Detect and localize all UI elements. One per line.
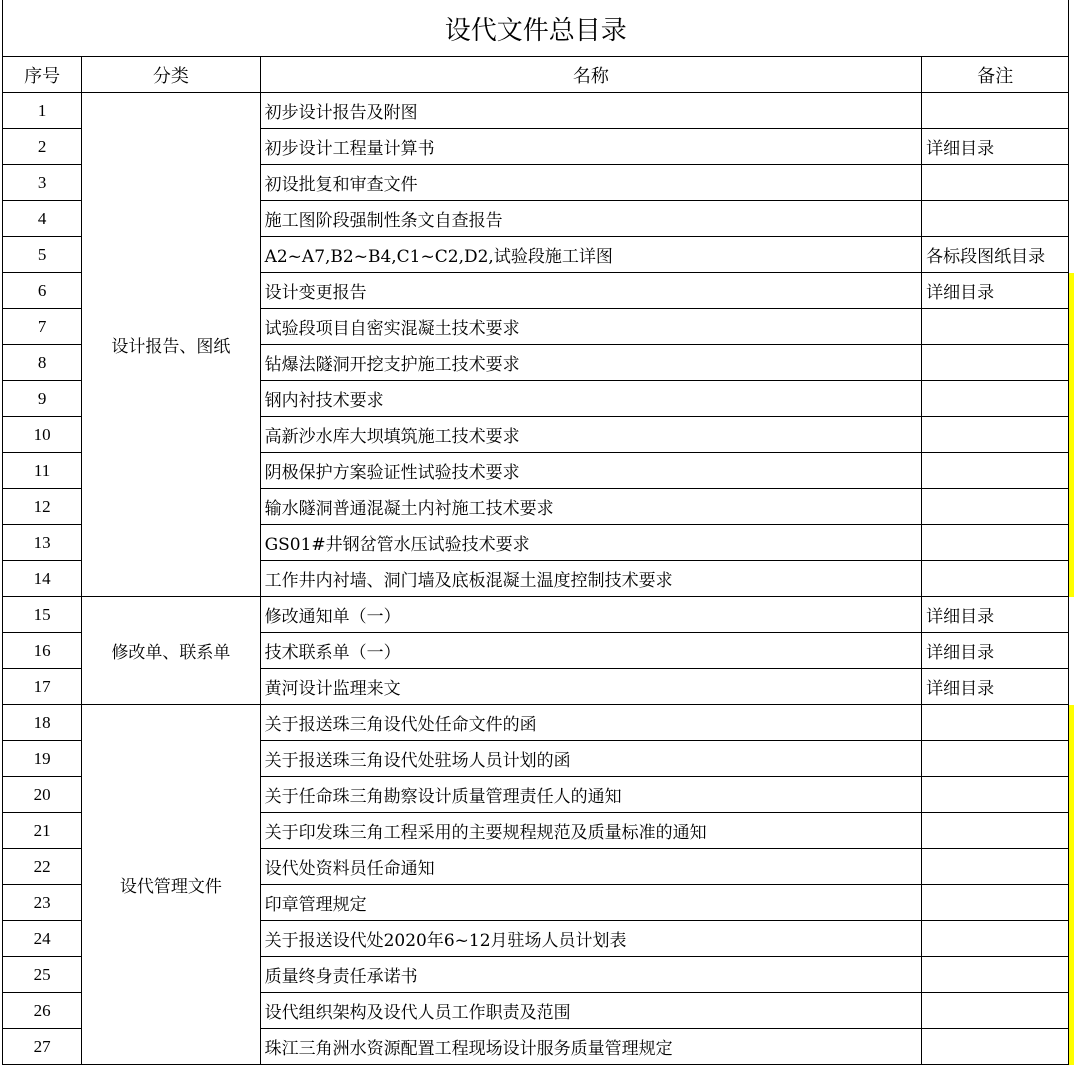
highlight-strip — [1069, 597, 1074, 633]
row-number: 6 — [3, 273, 82, 309]
note-cell — [922, 345, 1069, 381]
document-name: 关于报送珠三角设代处任命文件的函 — [260, 705, 922, 741]
highlight-strip — [1069, 957, 1074, 993]
row-number: 21 — [3, 813, 82, 849]
title-row — [3, 0, 1074, 57]
header-row — [3, 57, 1074, 93]
highlight-strip — [1069, 741, 1074, 777]
document-name: 关于报送珠三角设代处驻场人员计划的函 — [260, 741, 922, 777]
header-no: 序号 — [3, 57, 82, 93]
document-name: 初步设计工程量计算书 — [260, 129, 922, 165]
note-cell: 各标段图纸目录 — [922, 237, 1069, 273]
note-cell: 详细目录 — [922, 633, 1069, 669]
highlight-strip — [1069, 381, 1074, 417]
row-number: 15 — [3, 597, 82, 633]
catalog-table — [2, 0, 1074, 1065]
note-cell: 详细目录 — [922, 273, 1069, 309]
row-number: 5 — [3, 237, 82, 273]
row-number: 25 — [3, 957, 82, 993]
note-cell — [922, 489, 1069, 525]
highlight-strip — [1069, 165, 1074, 201]
document-name: 高新沙水库大坝填筑施工技术要求 — [260, 417, 922, 453]
note-cell — [922, 165, 1069, 201]
highlight-strip — [1069, 921, 1074, 957]
highlight-strip — [1069, 1029, 1074, 1065]
document-name: 初设批复和审查文件 — [260, 165, 922, 201]
highlight-strip — [1069, 777, 1074, 813]
row-number: 23 — [3, 885, 82, 921]
table-row — [3, 597, 1074, 633]
highlight-strip — [1069, 633, 1074, 669]
row-number: 24 — [3, 921, 82, 957]
highlight-strip — [1069, 669, 1074, 705]
note-cell: 详细目录 — [922, 129, 1069, 165]
row-number: 11 — [3, 453, 82, 489]
row-number: 18 — [3, 705, 82, 741]
note-cell — [922, 453, 1069, 489]
highlight-strip — [1069, 525, 1074, 561]
highlight-strip — [1069, 813, 1074, 849]
highlight-strip — [1069, 309, 1074, 345]
header-category: 分类 — [82, 57, 260, 93]
document-name: 技术联系单（一） — [260, 633, 922, 669]
note-cell — [922, 921, 1069, 957]
row-number: 17 — [3, 669, 82, 705]
document-name: 施工图阶段强制性条文自查报告 — [260, 201, 922, 237]
note-cell: 详细目录 — [922, 669, 1069, 705]
note-cell — [922, 309, 1069, 345]
document-name: 黄河设计监理来文 — [260, 669, 922, 705]
note-cell — [922, 93, 1069, 129]
document-name: 输水隧洞普通混凝土内衬施工技术要求 — [260, 489, 922, 525]
row-number: 14 — [3, 561, 82, 597]
table-row — [3, 93, 1074, 129]
document-name: 质量终身责任承诺书 — [260, 957, 922, 993]
row-number: 10 — [3, 417, 82, 453]
note-cell — [922, 201, 1069, 237]
highlight-strip — [1069, 273, 1074, 309]
row-number: 7 — [3, 309, 82, 345]
row-number: 20 — [3, 777, 82, 813]
note-cell — [922, 849, 1069, 885]
row-number: 12 — [3, 489, 82, 525]
header-name: 名称 — [260, 57, 922, 93]
highlight-strip — [1069, 885, 1074, 921]
document-name: 钻爆法隧洞开挖支护施工技术要求 — [260, 345, 922, 381]
document-name: A2~A7,B2~B4,C1~C2,D2,试验段施工详图 — [260, 237, 922, 273]
document-name: 阴极保护方案验证性试验技术要求 — [260, 453, 922, 489]
row-number: 8 — [3, 345, 82, 381]
document-name: GS01#井钢岔管水压试验技术要求 — [260, 525, 922, 561]
row-number: 16 — [3, 633, 82, 669]
note-cell — [922, 1029, 1069, 1065]
row-number: 2 — [3, 129, 82, 165]
highlight-strip — [1069, 201, 1074, 237]
document-name: 试验段项目自密实混凝土技术要求 — [260, 309, 922, 345]
note-cell — [922, 957, 1069, 993]
note-cell — [922, 741, 1069, 777]
page-title: 设代文件总目录 — [3, 0, 1069, 57]
category-cell: 修改单、联系单 — [82, 597, 260, 705]
document-name: 修改通知单（一） — [260, 597, 922, 633]
document-name: 关于报送设代处2020年6~12月驻场人员计划表 — [260, 921, 922, 957]
row-number: 19 — [3, 741, 82, 777]
highlight-strip — [1069, 237, 1074, 273]
row-number: 4 — [3, 201, 82, 237]
document-name: 钢内衬技术要求 — [260, 381, 922, 417]
highlight-strip — [1069, 561, 1074, 597]
highlight-strip — [1069, 453, 1074, 489]
note-cell — [922, 525, 1069, 561]
highlight-strip — [1069, 849, 1074, 885]
highlight-strip — [1069, 489, 1074, 525]
category-cell: 设代管理文件 — [82, 705, 260, 1065]
document-name: 关于任命珠三角勘察设计质量管理责任人的通知 — [260, 777, 922, 813]
note-cell: 详细目录 — [922, 597, 1069, 633]
highlight-strip — [1069, 705, 1074, 741]
highlight-strip — [1069, 417, 1074, 453]
document-name: 设代组织架构及设代人员工作职责及范围 — [260, 993, 922, 1029]
note-cell — [922, 813, 1069, 849]
row-number: 26 — [3, 993, 82, 1029]
row-number: 9 — [3, 381, 82, 417]
document-name: 设代处资料员任命通知 — [260, 849, 922, 885]
note-cell — [922, 885, 1069, 921]
category-cell: 设计报告、图纸 — [82, 93, 260, 597]
row-number: 22 — [3, 849, 82, 885]
row-number: 27 — [3, 1029, 82, 1065]
document-name: 印章管理规定 — [260, 885, 922, 921]
document-name: 初步设计报告及附图 — [260, 93, 922, 129]
document-name: 工作井内衬墙、洞门墙及底板混凝土温度控制技术要求 — [260, 561, 922, 597]
document-name: 珠江三角洲水资源配置工程现场设计服务质量管理规定 — [260, 1029, 922, 1065]
document-name: 设计变更报告 — [260, 273, 922, 309]
highlight-strip — [1069, 993, 1074, 1029]
note-cell — [922, 705, 1069, 741]
document-name: 关于印发珠三角工程采用的主要规程规范及质量标准的通知 — [260, 813, 922, 849]
row-number: 13 — [3, 525, 82, 561]
table-row — [3, 705, 1074, 741]
note-cell — [922, 417, 1069, 453]
note-cell — [922, 561, 1069, 597]
note-cell — [922, 381, 1069, 417]
highlight-strip — [1069, 129, 1074, 165]
note-cell — [922, 777, 1069, 813]
row-number: 3 — [3, 165, 82, 201]
highlight-strip — [1069, 345, 1074, 381]
row-number: 1 — [3, 93, 82, 129]
highlight-strip — [1069, 93, 1074, 129]
note-cell — [922, 993, 1069, 1029]
header-note: 备注 — [922, 57, 1069, 93]
